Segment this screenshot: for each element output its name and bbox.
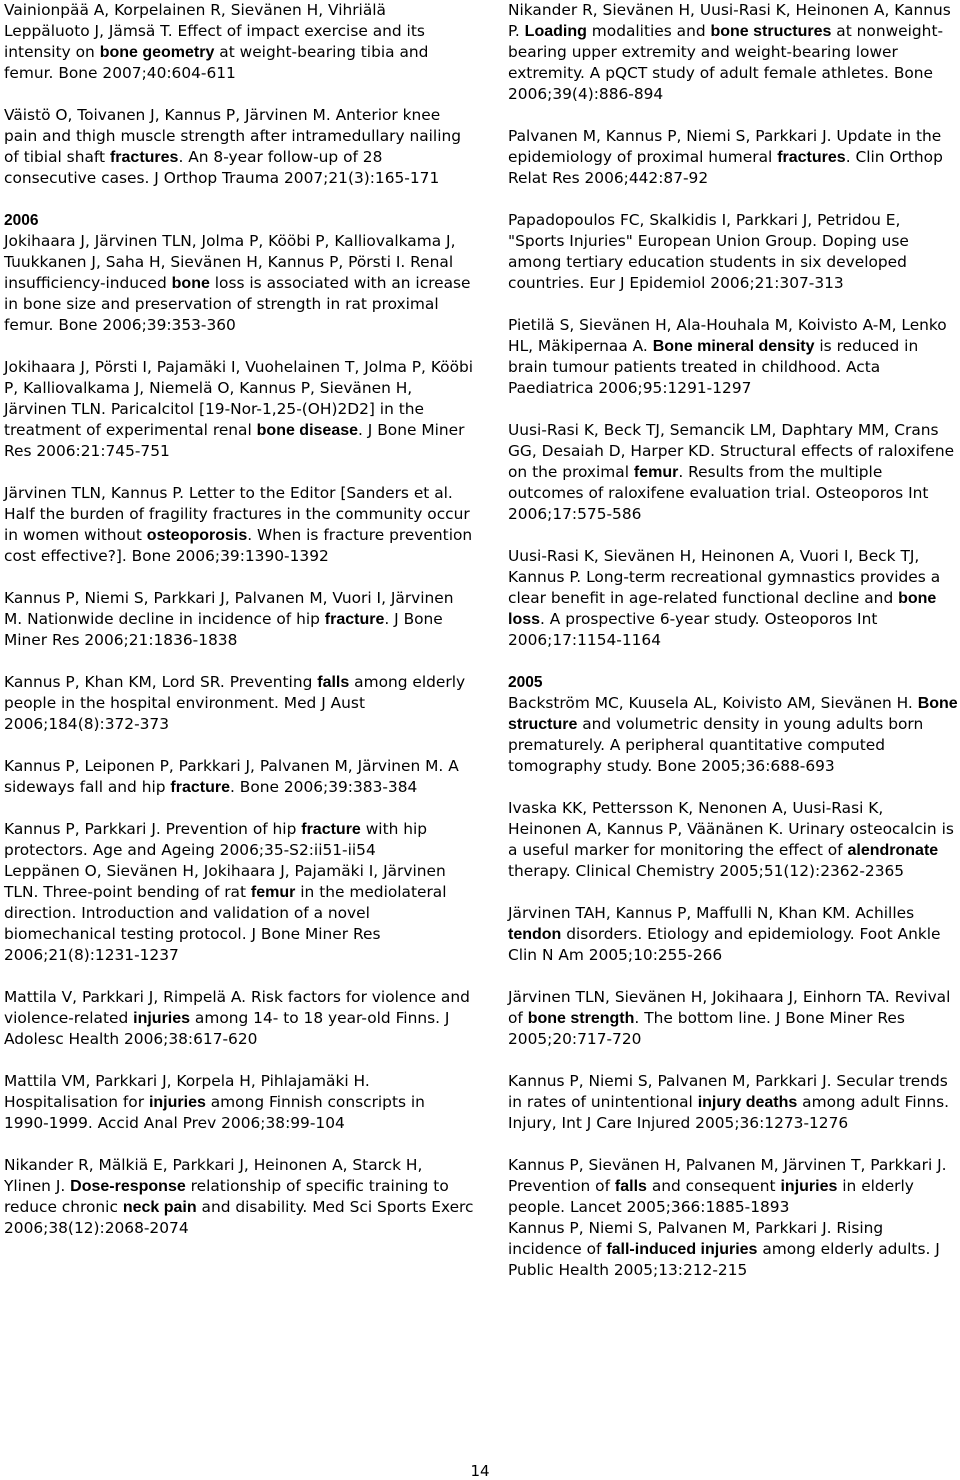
reference-text: disorders. Etiology and epidemiology. Foot Ankle Clin N Am 2005;10:255-266	[508, 925, 941, 964]
reference-entry	[508, 210, 958, 294]
reference-text: Mattila VM, Parkkari J, Korpela H, Pihlajamäki H. Hospitalisation for	[4, 1072, 370, 1111]
reference-entry	[4, 231, 474, 336]
reference-text: Kannus P, Sievänen H, Palvanen M, Järvinen T, Parkkari J. Prevention of	[508, 1156, 947, 1195]
reference-text: among elderly people in the hospital environment. Med J Aust 2006;184(8):372-373	[4, 673, 466, 733]
reference-text: at weight-bearing tibia and femur. Bone 2007;40:604-611	[4, 43, 429, 82]
reference-keyword: injuries	[148, 1094, 206, 1111]
right-column	[508, 0, 958, 1302]
reference-text: Backström MC, Kuusela AL, Koivisto AM, Sievänen H.	[508, 694, 918, 712]
reference-entry	[4, 987, 474, 1050]
reference-text: . When is fracture prevention cost effective?]. Bone 2006;39:1390-1392	[4, 526, 473, 565]
reference-entry	[508, 0, 958, 105]
reference-entry	[4, 861, 474, 966]
reference-entry	[4, 672, 474, 735]
reference-text: Väistö O, Toivanen J, Kannus P, Järvinen M. Anterior knee pain and thigh muscle strength after intramedullary nailing of tibial shaft	[4, 106, 461, 166]
left-column	[4, 0, 474, 1260]
reference-text: Pietilä S, Sievänen H, Ala-Houhala M, Koivisto A-M, Lenko HL, Mäkipernaa A.	[508, 316, 947, 355]
reference-text: Järvinen TLN, Sievänen H, Jokihaara J, Einhorn TA. Revival of	[508, 988, 951, 1027]
reference-text: Nikander R, Sievänen H, Uusi-Rasi K, Heinonen A, Kannus P.	[508, 1, 951, 40]
reference-text: among 14- to 18 year-old Finns. J Adolesc Health 2006;38:617-620	[4, 1009, 450, 1048]
reference-text: among adult Finns. Injury, Int J Care Injured 2005;36:1273-1276	[508, 1093, 950, 1132]
reference-text: therapy. Clinical Chemistry 2005;51(12):2362-2365	[508, 862, 905, 880]
reference-text: Uusi-Rasi K, Beck TJ, Semancik LM, Daphtary MM, Crans GG, Desaiah D, Harper KD. Structural effects of raloxifene on the proximal	[508, 421, 955, 481]
reference-text: Kannus P, Niemi S, Palvanen M, Parkkari J. Secular trends in rates of unintentional	[508, 1072, 948, 1111]
reference-entry	[508, 1071, 958, 1134]
year-heading: 2006	[4, 212, 39, 229]
reference-keyword: fracture	[301, 821, 361, 838]
reference-text: Jokihaara J, Järvinen TLN, Jolma P, Kööbi P, Kalliovalkama J, Tuukkanen J, Saha H, Sievänen H, Kannus P, Pörsti I. Renal insufficiency-induced	[4, 232, 456, 292]
reference-text: Jokihaara J, Pörsti I, Pajamäki I, Vuohelainen T, Jolma P, Kööbi P, Kalliovalkama J, Niemelä O, Kannus P, Sievänen H, Järvinen TLN. Paricalcitol [19-Nor-1,25-(OH)2D2] in the treatment of experimental renal	[4, 358, 474, 439]
reference-text: modalities and	[586, 22, 711, 40]
reference-keyword: Dose-response	[70, 1178, 186, 1195]
reference-keyword: femur	[633, 464, 679, 481]
reference-text: Palvanen M, Kannus P, Niemi S, Parkkari J. Update in the epidemiology of proximal humeral	[508, 127, 942, 166]
reference-keyword: osteoporosis	[146, 527, 248, 544]
reference-keyword: fractures	[777, 149, 846, 166]
reference-keyword: fall-induced injuries	[606, 1241, 758, 1258]
reference-text: . A prospective 6-year study. Osteoporos Int 2006;17:1154-1164	[508, 610, 878, 649]
reference-entry	[508, 798, 958, 882]
reference-text: and disability. Med Sci Sports Exerc 2006;38(12):2068-2074	[4, 1198, 474, 1237]
reference-text: . J Bone Miner Res 2006:21:745-751	[4, 421, 465, 460]
reference-entry	[4, 1071, 474, 1134]
reference-keyword: Loading	[524, 23, 587, 40]
reference-entry	[4, 357, 474, 462]
reference-text: . J Bone Miner Res 2006;21:1836-1838	[4, 610, 443, 649]
reference-text: Papadopoulos FC, Skalkidis I, Parkkari J, Petridou E, "Sports Injuries" European Union Group. Doping use among tertiary education students in six developed countries. Eur J Epidemiol 2006;21:307-313	[508, 211, 909, 292]
page-number: 14	[470, 1462, 490, 1480]
reference-text: Vainionpää A, Korpelainen R, Sievänen H, Vihriälä Leppäluoto J, Jämsä T. Effect of impact exercise and its intensity on	[4, 1, 425, 61]
reference-text: Leppänen O, Sievänen H, Jokihaara J, Pajamäki I, Järvinen TLN. Three-point bending of rat	[4, 862, 446, 901]
year-heading: 2005	[508, 674, 543, 691]
reference-text: Kannus P, Niemi S, Parkkari J, Palvanen M, Vuori I, Järvinen M. Nationwide decline in incidence of hip	[4, 589, 454, 628]
reference-text: relationship of specific training to reduce chronic	[4, 1177, 449, 1216]
reference-entry	[508, 546, 958, 651]
reference-text: Ivaska KK, Pettersson K, Nenonen A, Uusi-Rasi K, Heinonen A, Kannus P, Väänänen K. Urinary osteocalcin is a useful marker for monitoring the effect of	[508, 799, 954, 859]
reference-keyword: alendronate	[847, 842, 939, 859]
reference-keyword: Bone mineral density	[652, 338, 815, 355]
reference-text: among elderly adults. J Public Health 2005;13:212-215	[508, 1240, 940, 1279]
reference-text: Kannus P, Niemi S, Palvanen M, Parkkari J. Rising incidence of	[508, 1219, 884, 1258]
reference-text: in elderly people. Lancet 2005;366:1885-1893	[508, 1177, 914, 1216]
reference-entry	[4, 105, 474, 189]
reference-text: loss is associated with an icrease in bone size and preservation of strength in rat proximal femur. Bone 2006;39:353-360	[4, 274, 471, 334]
reference-text: . Bone 2006;39:383-384	[229, 778, 418, 796]
reference-keyword: bone	[171, 275, 210, 292]
reference-keyword: fractures	[109, 149, 179, 166]
reference-keyword: bone geometry	[99, 44, 215, 61]
reference-text: Uusi-Rasi K, Sievänen H, Heinonen A, Vuori I, Beck TJ, Kannus P. Long-term recreational gymnastics provides a clear benefit in age-related functional decline and	[508, 547, 941, 607]
reference-keyword: falls	[317, 674, 350, 691]
reference-keyword: neck pain	[122, 1199, 197, 1216]
reference-entry	[508, 987, 958, 1050]
reference-entry	[4, 819, 474, 861]
reference-entry	[508, 1218, 958, 1281]
reference-text: Kannus P, Leiponen P, Parkkari J, Palvanen M, Järvinen M. A sideways fall and hip	[4, 757, 459, 796]
reference-entry	[4, 483, 474, 567]
reference-text: is reduced in brain tumour patients treated in childhood. Acta Paediatrica 2006;95:1291-1297	[508, 337, 919, 397]
reference-text: Nikander R, Mälkiä E, Parkkari J, Heinonen A, Starck H, Ylinen J.	[4, 1156, 423, 1195]
reference-entry	[4, 756, 474, 798]
reference-text: in the mediolateral direction. Introduction and validation of a novel biomechanical testing protocol. J Bone Miner Res 2006;21(8):1231-1237	[4, 883, 447, 964]
reference-entry	[508, 1155, 958, 1218]
reference-entry	[508, 126, 958, 189]
reference-text: . Clin Orthop Relat Res 2006;442:87-92	[508, 148, 943, 187]
reference-keyword: falls	[614, 1178, 647, 1195]
reference-text: Mattila V, Parkkari J, Rimpelä A. Risk factors for violence and violence-related	[4, 988, 470, 1027]
reference-keyword: bone disease	[256, 422, 359, 439]
reference-keyword: injuries	[780, 1178, 838, 1195]
reference-text: . An 8-year follow-up of 28 consecutive cases. J Orthop Trauma 2007;21(3):165-171	[4, 148, 440, 187]
reference-text: Kannus P, Parkkari J. Prevention of hip	[4, 820, 302, 838]
reference-entry	[508, 315, 958, 399]
reference-text: . The bottom line. J Bone Miner Res 2005;20:717-720	[508, 1009, 905, 1048]
reference-text: . Results from the multiple outcomes of raloxifene evaluation trial. Osteoporos Int 2006;17:575-586	[508, 463, 929, 523]
reference-text: and consequent	[646, 1177, 781, 1195]
reference-keyword: Bone structure	[508, 695, 958, 733]
reference-keyword: bone strength	[527, 1010, 635, 1027]
reference-entry	[4, 1155, 474, 1239]
reference-text: with hip protectors. Age and Ageing 2006;35-S2:ii51-ii54	[4, 820, 428, 859]
reference-entry	[508, 903, 958, 966]
reference-text: Järvinen TLN, Kannus P. Letter to the Editor [Sanders et al. Half the burden of fragility fractures in the community occur in women without	[4, 484, 470, 544]
reference-text: and volumetric density in young adults born prematurely. A peripheral quantitative computed tomography study. Bone 2005;36:688-693	[508, 715, 924, 775]
reference-entry	[4, 0, 474, 84]
reference-keyword: tendon	[508, 926, 562, 943]
reference-keyword: injuries	[133, 1010, 191, 1027]
reference-keyword: fracture	[324, 611, 385, 628]
reference-keyword: fracture	[170, 779, 230, 796]
reference-text: among Finnish conscripts in 1990-1999. Accid Anal Prev 2006;38:99-104	[4, 1093, 425, 1132]
reference-entry	[508, 693, 958, 777]
reference-entry	[508, 420, 958, 525]
reference-text: at nonweight-bearing upper extremity and weight-bearing lower extremity. A pQCT study of adult female athletes. Bone 2006;39(4):886-894	[508, 22, 944, 103]
reference-keyword: bone structures	[710, 23, 832, 40]
reference-text: Kannus P, Khan KM, Lord SR. Preventing	[4, 673, 318, 691]
reference-keyword: injury deaths	[697, 1094, 798, 1111]
reference-entry	[4, 588, 474, 651]
reference-keyword: bone loss	[508, 590, 937, 628]
reference-keyword: femur	[250, 884, 296, 901]
reference-text: Järvinen TAH, Kannus P, Maffulli N, Khan KM. Achilles	[508, 904, 915, 922]
